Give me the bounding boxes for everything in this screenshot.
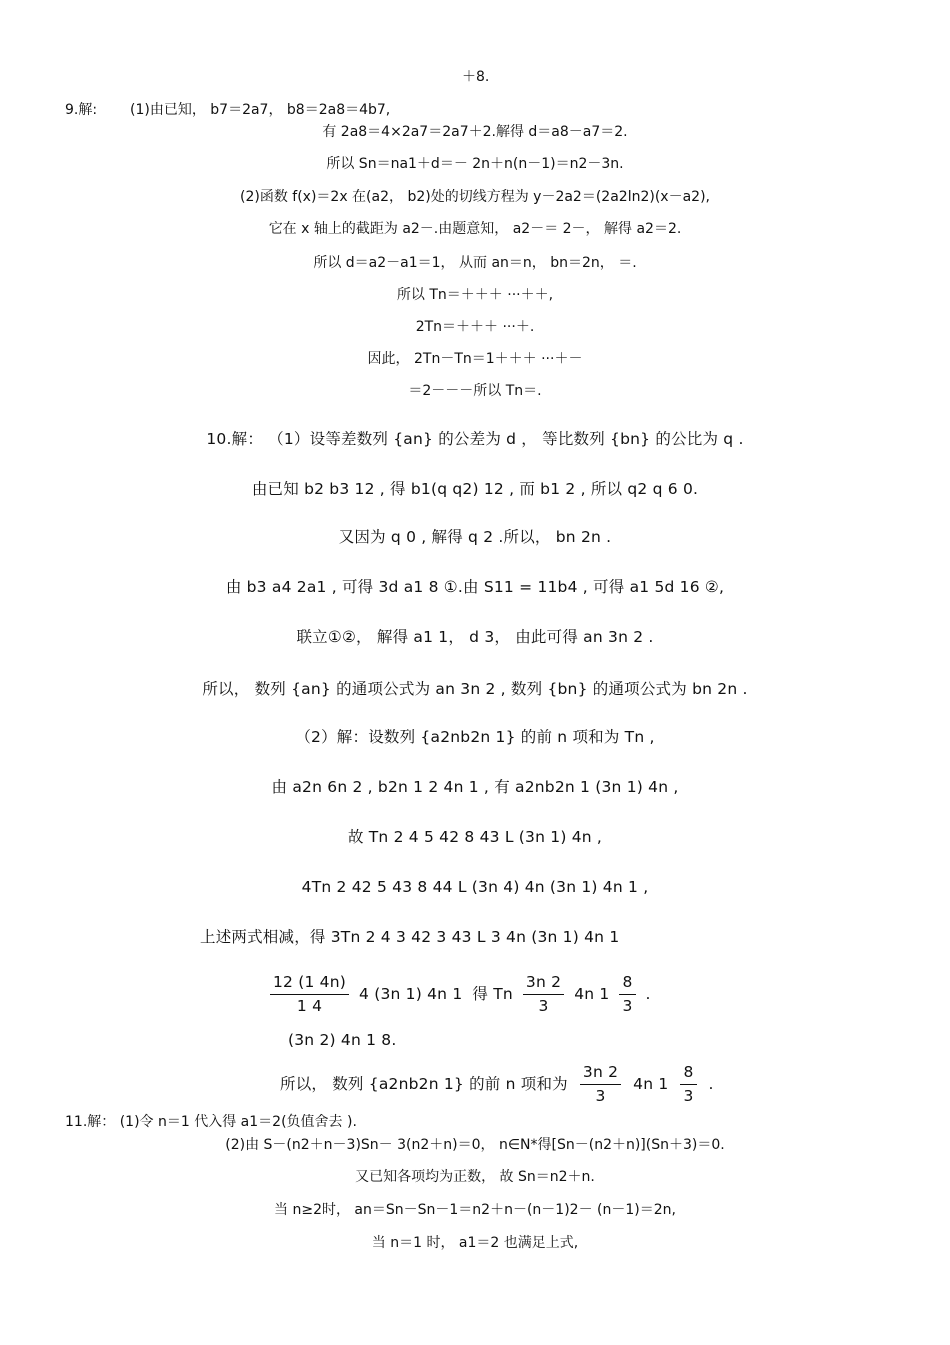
text-line: 当 n≥2时， an＝Sn－Sn－1＝n2＋n－(n－1)2－ (n－1)＝2n, (274, 1202, 676, 1218)
text-line: 又因为 q 0 , 解得 q 2 .所以， bn 2n . (338, 528, 612, 546)
fraction (270, 975, 349, 1014)
problem-10-header: 10.解： （1）设等差数列 {an} 的公差为 d ， 等比数列 {bn} 的公比为 q . (206, 430, 744, 448)
text-line: 所以 Tn＝＋＋＋ ···＋＋, (396, 287, 554, 303)
text-line: 所以， 数列 {an} 的通项公式为 an 3n 2 , 数列 {bn} 的通项公式为 bn 2n . (202, 680, 748, 698)
text-fragment: 4 (3n 1) 4n 1 (359, 984, 463, 1003)
text-line: (2)由 S－(n2＋n－3)Sn－ 3(n2＋n)＝0， n∈N*得[Sn－(n2＋n)](Sn＋3)＝0. (225, 1137, 725, 1153)
fraction-numerator: 3n 2 (580, 1065, 621, 1085)
text-line: 故 Tn 2 4 5 42 8 43 L (3n 1) 4n , (347, 828, 603, 846)
text-line: 2Tn＝＋＋＋ ···＋. (415, 319, 535, 335)
fraction-denominator: 1 4 (296, 996, 323, 1015)
fraction (680, 1065, 696, 1104)
fraction (523, 975, 564, 1014)
problem-11-header: 11.解： (1)令 n＝1 代入得 a1＝2(负值舍去 ). (65, 1114, 357, 1130)
text-fragment: . (645, 984, 651, 1003)
text-line: 当 n＝1 时， a1＝2 也满足上式, (371, 1235, 579, 1251)
fraction-row (280, 1065, 714, 1104)
problem-9-label: 9.解: (65, 102, 98, 118)
fraction-numerator: 8 (680, 1065, 696, 1085)
text-line: 上述两式相减，得 3Tn 2 4 3 42 3 43 L 3 4n (3n 1) 4n 1 (200, 928, 620, 946)
text-line: (3n 2) 4n 1 8. (288, 1031, 397, 1049)
fraction-row (270, 975, 651, 1014)
fraction-denominator: 3 (595, 1086, 606, 1105)
text-fragment: 得 Tn (472, 984, 513, 1003)
text-line: ＋8. (462, 69, 490, 85)
text-line: 因此， 2Tn－Tn＝1＋＋＋ ···＋－ (367, 351, 583, 367)
text-fragment: 4n 1 (633, 1074, 669, 1093)
text-line: 有 2a8＝4×2a7＝2a7＋2.解得 d＝a8－a7＝2. (322, 124, 628, 140)
fraction (580, 1065, 621, 1104)
fraction-denominator: 3 (683, 1086, 694, 1105)
text-line: ＝2－－－所以 Tn＝. (408, 383, 542, 399)
text-line: 所以 Sn＝na1＋d＝－ 2n＋n(n－1)＝n2－3n. (326, 156, 624, 172)
text-line: 联立①②， 解得 a1 1， d 3， 由此可得 an 3n 2 . (296, 628, 654, 646)
text-line: 4Tn 2 42 5 43 8 44 L (3n 4) 4n (3n 1) 4n 1 , (301, 878, 649, 896)
fraction-denominator: 3 (538, 996, 549, 1015)
text-line: 它在 x 轴上的截距为 a2－.由题意知， a2－＝ 2－， 解得 a2＝2. (268, 221, 682, 237)
text-fragment: 所以， 数列 {a2nb2n 1} 的前 n 项和为 (280, 1074, 568, 1093)
text-line: 由 b3 a4 2a1 , 可得 3d a1 8 ①.由 S11 = 11b4 , 可得 a1 5d 16 ②, (225, 578, 725, 596)
fraction-numerator: 8 (619, 975, 635, 995)
text-line: 又已知各项均为正数， 故 Sn＝n2＋n. (355, 1169, 595, 1185)
text-line: 由 a2n 6n 2 , b2n 1 2 4n 1 , 有 a2nb2n 1 (3n 1) 4n , (271, 778, 679, 796)
text-line: （2）解：设数列 {a2nb2n 1} 的前 n 项和为 Tn , (295, 728, 655, 746)
fraction-numerator: 3n 2 (523, 975, 564, 995)
fraction (619, 975, 635, 1014)
text-fragment: 4n 1 (574, 984, 610, 1003)
text-line: 由已知 b2 b3 12 , 得 b1(q q2) 12 , 而 b1 2 , 所以 q2 q 6 0. (251, 480, 699, 498)
fraction-denominator: 3 (622, 996, 633, 1015)
text-line: (2)函数 f(x)＝2x 在(a2， b2)处的切线方程为 y－2a2＝(2a2ln2)(x－a2), (240, 189, 710, 205)
text-line: 所以 d＝a2－a1＝1， 从而 an＝n， bn＝2n， ＝. (313, 255, 637, 271)
text-line: (1)由已知， b7＝2a7， b8＝2a8＝4b7, (130, 102, 391, 118)
fraction-numerator: 12 (1 4n) (270, 975, 349, 995)
text-fragment: . (708, 1074, 714, 1093)
